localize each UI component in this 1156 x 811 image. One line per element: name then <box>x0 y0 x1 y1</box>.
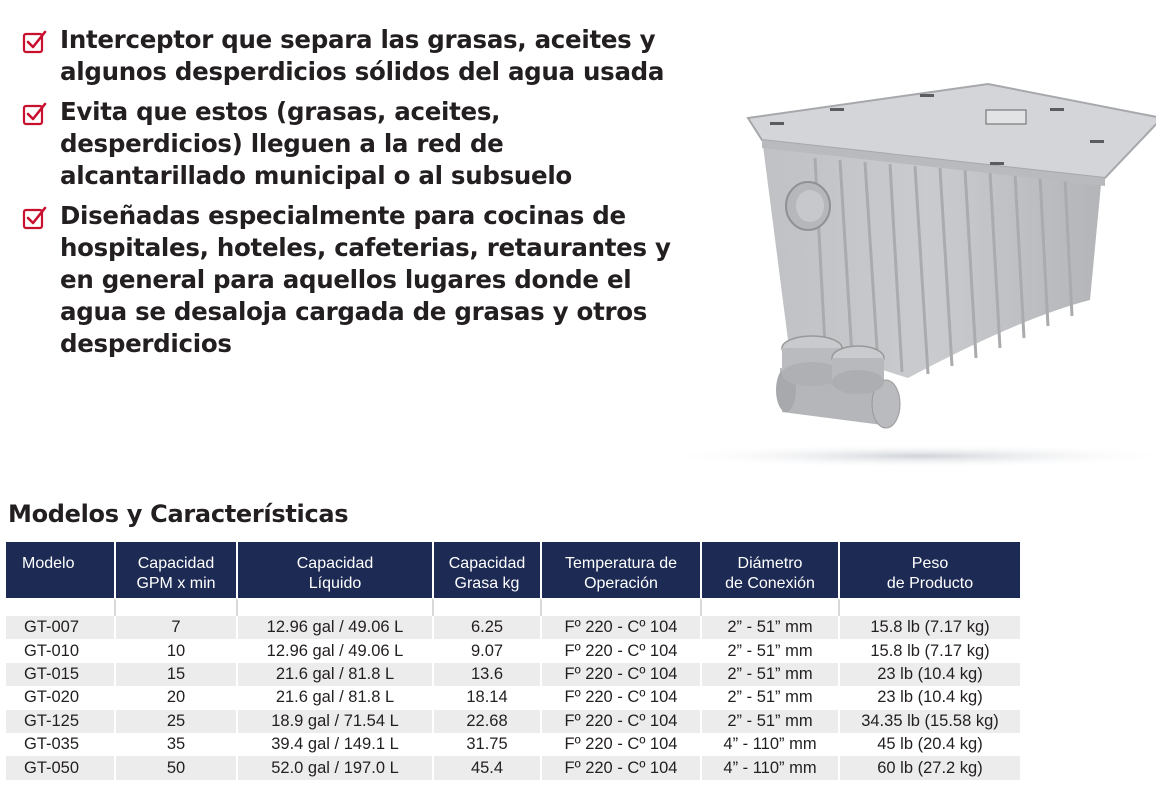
cell-gpm: 20 <box>114 686 236 709</box>
cell-modelo: GT-007 <box>6 616 114 639</box>
table-spacer-row <box>6 598 1020 616</box>
cell-peso: 60 lb (27.2 kg) <box>838 756 1020 779</box>
cell-modelo: GT-050 <box>6 756 114 779</box>
cell-diametro: 4” - 110” mm <box>700 756 838 779</box>
cell-peso: 45 lb (20.4 kg) <box>838 733 1020 756</box>
cell-modelo: GT-015 <box>6 663 114 686</box>
table-row <box>6 639 1020 662</box>
cell-temperatura: Fº 220 - Cº 104 <box>540 639 700 662</box>
feature-item <box>22 24 682 88</box>
feature-text: Diseñadas especialmente para cocinas de hospitales, hoteles, cafeterias, retaurantes y en general para aquellos lugares donde el agua se desaloja cargada de grasas y otros desperdicios <box>60 201 671 358</box>
cell-gpm: 25 <box>114 710 236 733</box>
checkbox-check-icon <box>22 29 48 55</box>
cell-gpm: 50 <box>114 756 236 779</box>
cell-grasa: 9.07 <box>432 639 540 662</box>
cell-gpm: 7 <box>114 616 236 639</box>
cell-grasa: 6.25 <box>432 616 540 639</box>
header-peso: Peso de Producto <box>838 542 1020 598</box>
feature-text: Evita que estos (grasas, aceites, desperdicios) lleguen a la red de alcantarillado municipal o al subsuelo <box>60 97 572 190</box>
cell-liquido: 39.4 gal / 149.1 L <box>236 733 432 756</box>
models-table <box>6 542 1020 780</box>
cell-diametro: 2” - 51” mm <box>700 663 838 686</box>
table-header-row <box>6 542 1020 598</box>
cell-liquido: 12.96 gal / 49.06 L <box>236 616 432 639</box>
cell-modelo: GT-125 <box>6 710 114 733</box>
cell-peso: 23 lb (10.4 kg) <box>838 663 1020 686</box>
feature-item <box>22 200 682 360</box>
checkbox-check-icon <box>22 101 48 127</box>
cell-modelo: GT-035 <box>6 733 114 756</box>
cell-gpm: 35 <box>114 733 236 756</box>
section-title: Modelos y Características <box>8 500 349 528</box>
cell-temperatura: Fº 220 - Cº 104 <box>540 686 700 709</box>
table-row <box>6 616 1020 639</box>
cell-grasa: 22.68 <box>432 710 540 733</box>
cell-grasa: 31.75 <box>432 733 540 756</box>
table-row <box>6 756 1020 779</box>
table-row <box>6 733 1020 756</box>
cell-peso: 15.8 lb (7.17 kg) <box>838 639 1020 662</box>
cell-liquido: 21.6 gal / 81.8 L <box>236 663 432 686</box>
cell-liquido: 12.96 gal / 49.06 L <box>236 639 432 662</box>
feature-text: Interceptor que separa las grasas, aceites y algunos desperdicios sólidos del agua usada <box>60 25 665 86</box>
checkbox-check-icon <box>22 205 48 231</box>
table-row <box>6 663 1020 686</box>
table-row <box>6 710 1020 733</box>
cell-liquido: 52.0 gal / 197.0 L <box>236 756 432 779</box>
cell-temperatura: Fº 220 - Cº 104 <box>540 663 700 686</box>
grease-trap-illustration <box>590 78 1156 478</box>
cell-peso: 34.35 lb (15.58 kg) <box>838 710 1020 733</box>
header-temperatura: Temperatura de Operación <box>540 542 700 598</box>
cell-modelo: GT-010 <box>6 639 114 662</box>
cell-diametro: 2” - 51” mm <box>700 686 838 709</box>
cell-liquido: 18.9 gal / 71.54 L <box>236 710 432 733</box>
header-capacidad-gpm: Capacidad GPM x min <box>114 542 236 598</box>
cell-gpm: 15 <box>114 663 236 686</box>
header-capacidad-liquido: Capacidad Líquido <box>236 542 432 598</box>
cell-grasa: 13.6 <box>432 663 540 686</box>
cell-grasa: 45.4 <box>432 756 540 779</box>
cell-temperatura: Fº 220 - Cº 104 <box>540 710 700 733</box>
feature-item <box>22 96 682 192</box>
cell-peso: 15.8 lb (7.17 kg) <box>838 616 1020 639</box>
cell-grasa: 18.14 <box>432 686 540 709</box>
header-diametro: Diámetro de Conexión <box>700 542 838 598</box>
cell-liquido: 21.6 gal / 81.8 L <box>236 686 432 709</box>
cell-peso: 23 lb (10.4 kg) <box>838 686 1020 709</box>
table-row <box>6 686 1020 709</box>
cell-diametro: 2” - 51” mm <box>700 710 838 733</box>
cell-diametro: 2” - 51” mm <box>700 639 838 662</box>
header-modelo: Modelo <box>6 542 114 598</box>
cell-diametro: 4” - 110” mm <box>700 733 838 756</box>
feature-list <box>22 24 682 368</box>
cell-diametro: 2” - 51” mm <box>700 616 838 639</box>
cell-temperatura: Fº 220 - Cº 104 <box>540 616 700 639</box>
cell-gpm: 10 <box>114 639 236 662</box>
header-capacidad-grasa: Capacidad Grasa kg <box>432 542 540 598</box>
cell-modelo: GT-020 <box>6 686 114 709</box>
cell-temperatura: Fº 220 - Cº 104 <box>540 756 700 779</box>
cell-temperatura: Fº 220 - Cº 104 <box>540 733 700 756</box>
